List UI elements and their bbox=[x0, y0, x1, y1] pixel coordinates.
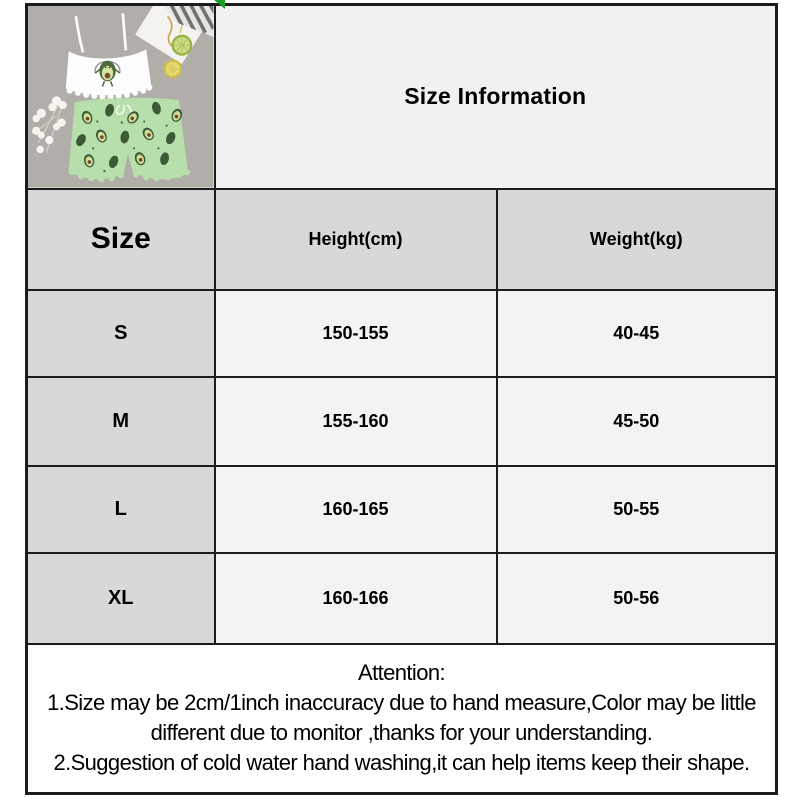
product-photo-cell bbox=[27, 5, 215, 189]
attention-note: 1.Size may be 2cm/1inch inaccuracy due to hand measure,Color may be little different due to monitor ,thanks for your understanding. bbox=[47, 690, 756, 746]
attention-section bbox=[27, 644, 777, 794]
weight-cell: 50-55 bbox=[497, 466, 777, 553]
attention-heading: Attention: bbox=[358, 660, 445, 686]
column-header-size: Size bbox=[27, 189, 215, 290]
product-photo bbox=[28, 6, 214, 188]
lime-slice-icon bbox=[173, 36, 191, 55]
height-cell: 160-166 bbox=[215, 553, 497, 644]
lemon-slice-icon bbox=[165, 61, 181, 78]
height-cell: 155-160 bbox=[215, 377, 497, 466]
weight-cell: 40-45 bbox=[497, 290, 777, 377]
size-cell: S bbox=[27, 290, 215, 377]
page-title: Size Information bbox=[215, 5, 777, 189]
size-cell: L bbox=[27, 466, 215, 553]
table-row bbox=[27, 466, 777, 553]
table-row bbox=[27, 553, 777, 644]
weight-cell: 45-50 bbox=[497, 377, 777, 466]
table-row bbox=[27, 377, 777, 466]
height-cell: 160-165 bbox=[215, 466, 497, 553]
height-cell: 150-155 bbox=[215, 290, 497, 377]
size-cell: XL bbox=[27, 553, 215, 644]
column-header-weight: Weight(kg) bbox=[497, 189, 777, 290]
table-row bbox=[27, 290, 777, 377]
size-information-table bbox=[25, 3, 778, 795]
size-cell: M bbox=[27, 377, 215, 466]
weight-cell: 50-56 bbox=[497, 553, 777, 644]
attention-note: 2.Suggestion of cold water hand washing,it can help items keep their shape. bbox=[53, 750, 750, 776]
column-header-height: Height(cm) bbox=[215, 189, 497, 290]
